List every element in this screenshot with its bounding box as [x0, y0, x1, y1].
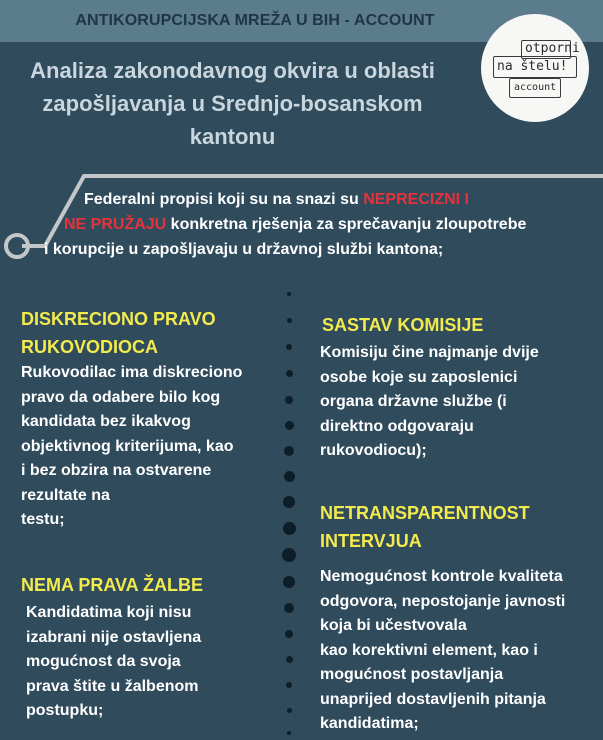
divider-dot	[287, 292, 291, 296]
logo-text: otporni	[525, 41, 580, 56]
divider-dot	[286, 682, 292, 688]
divider-dot	[282, 548, 296, 562]
text-line: i bez obzira na ostvarene	[21, 462, 212, 479]
text-line: kandidatima;	[320, 715, 419, 732]
divider-dot	[284, 471, 295, 482]
text-line: odgovora, nepostojanje javnosti	[320, 592, 566, 610]
section-text-zalba	[26, 601, 201, 724]
divider-dot	[283, 576, 295, 588]
logo-text: account	[514, 82, 557, 93]
text-line: unaprijed dostavljenih pitanja	[320, 690, 546, 708]
text-line: kandidata bez ikakvog	[21, 413, 191, 430]
title-line: zapošljavanja u Srednjo-bosanskom	[42, 91, 423, 116]
heading-line: SASTAV KOMISIJE	[322, 315, 484, 335]
intro-highlight: NEPRECIZNI I	[363, 191, 469, 208]
text-line: postupku;	[26, 702, 104, 719]
section-heading-zalba	[21, 571, 203, 599]
text-line: mogućnost postavljanja	[320, 666, 504, 683]
heading-line: NEMA PRAVA ŽALBE	[21, 575, 203, 595]
text-line: Kandidatima koji nisu	[26, 604, 192, 621]
title-line: kantonu	[189, 124, 276, 149]
text-line: Komisiju čine najmanje dvije	[320, 344, 539, 361]
title-line: Analiza zakonodavnog okvira u oblasti	[30, 58, 435, 83]
divider-dot	[284, 446, 294, 456]
text-line: testu;	[21, 511, 65, 528]
divider-dot	[285, 396, 293, 404]
section-text-diskreciono	[21, 361, 242, 533]
text-line: pravo da odabere bilo kog	[21, 388, 221, 406]
text-line: organa državne službe (i	[320, 393, 507, 410]
divider-dot	[287, 731, 291, 735]
text-line: rukovodiocu);	[320, 442, 427, 459]
divider-dot	[285, 421, 294, 430]
text-line: Nemogućnost kontrole kvaliteta	[320, 568, 563, 585]
text-line: koja bi učestvovala	[320, 617, 467, 634]
section-heading-komisija	[322, 311, 483, 339]
heading-line: INTERVJUA	[320, 531, 422, 551]
heading-line: DISKRECIONO PRAVO	[21, 309, 216, 329]
logo-text: na štelu!	[497, 59, 568, 74]
text-line: mogućnost da svoja	[26, 653, 181, 670]
intro-statement	[44, 187, 589, 262]
text-line: direktno odgovaraju	[320, 417, 474, 435]
text-line: izabrani nije ostavljena	[26, 628, 202, 646]
divider-dot	[286, 370, 293, 377]
text-line: Rukovodilac ima diskreciono	[21, 364, 243, 381]
heading-line: NETRANSPARENTNOST	[320, 503, 530, 523]
divider-dot	[283, 496, 295, 508]
organization-name: ANTIKORUPCIJSKA MREŽA U BIH - ACCOUNT	[75, 12, 435, 29]
divider-dot	[286, 656, 293, 663]
section-heading-diskreciono	[21, 305, 216, 361]
intro-text: konkretna rješenja za sprečavanju zloupotrebe	[166, 216, 527, 233]
divider-dot	[284, 603, 294, 613]
section-text-intervju	[320, 565, 565, 737]
text-line: kao korektivni element, kao i	[320, 641, 538, 659]
section-heading-intervju	[320, 499, 530, 555]
heading-line: RUKOVODIOCA	[21, 337, 159, 357]
divider-dot	[285, 630, 293, 638]
divider-dot	[287, 708, 292, 713]
intro-text: Federalni propisi koji su na snazi su	[84, 191, 364, 208]
intro-highlight: NE PRUŽAJU	[64, 216, 167, 233]
intro-text: i korupcije u zapošljavaju u državnoj službi kantona;	[44, 241, 444, 258]
text-line: objektivnog kriterijuma, kao	[21, 437, 234, 455]
divider-dot	[283, 522, 296, 535]
divider-dot	[286, 344, 292, 350]
text-line: osobe koje su zaposlenici	[320, 368, 518, 386]
text-line: prava štite u žalbenom	[26, 677, 199, 695]
text-line: rezultate na	[21, 486, 110, 504]
divider-dot	[287, 318, 292, 323]
section-text-komisija	[320, 341, 539, 464]
